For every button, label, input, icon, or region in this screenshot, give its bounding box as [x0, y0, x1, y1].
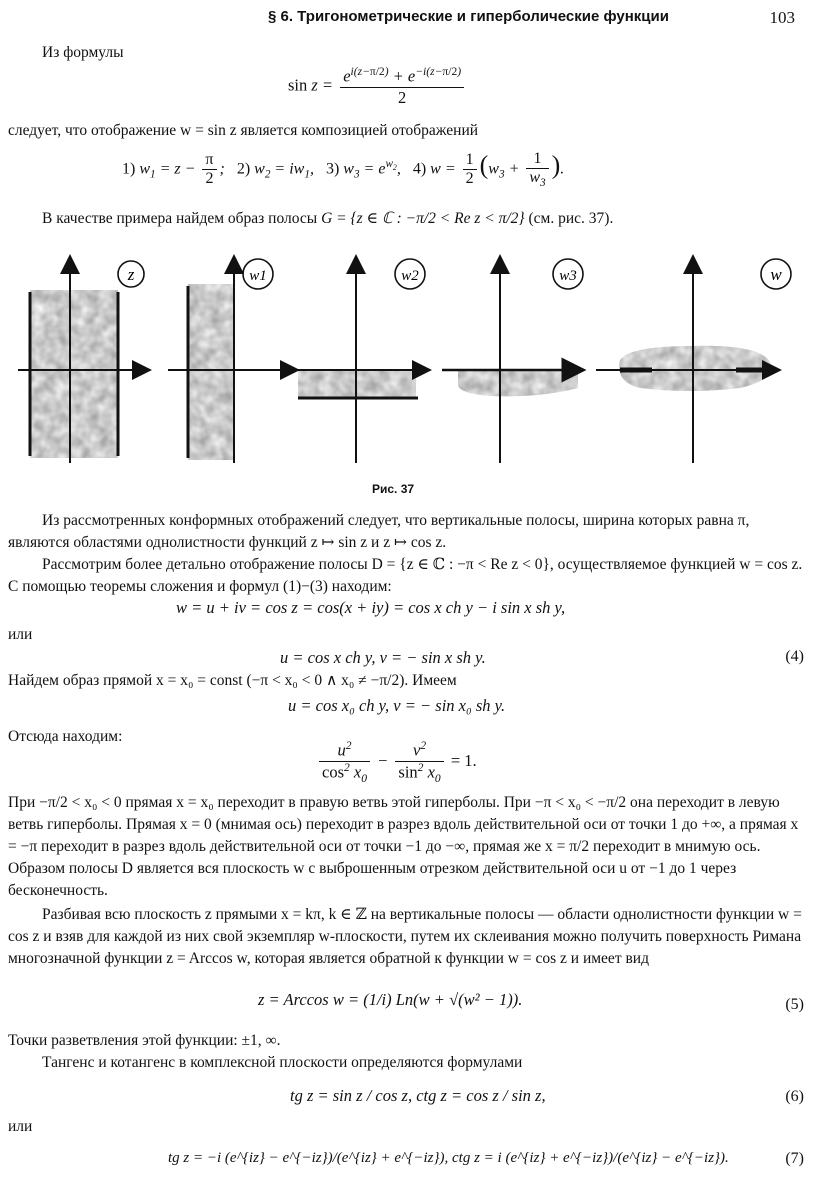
strip-z — [30, 290, 118, 458]
equation-cos: w = u + iv = cos z = cos(x + iy) = cos x ch y − i sin x sh y, — [176, 598, 566, 617]
follows-text: следует, что отображение w = sin z является композицией отображений — [8, 122, 479, 139]
region-w3 — [458, 371, 578, 396]
equation-5: z = Arccos w = (1/i) Ln(w + √(w² − 1)). — [258, 990, 523, 1009]
conformal-text: Из рассмотренных конформных отображений следует, что вертикальные полосы, ширина которых равна π, являются областями однолистности функций z ↦ sin z и z ↦ cos z. — [8, 512, 750, 551]
line-text: Найдем образ прямой x = x₀ = const (−π < x₀ < 0 ∧ x₀ ≠ −π/2). Имеем — [8, 672, 457, 689]
when-text: При −π/2 < x₀ < 0 прямая x = x₀ переходит в правую ветвь этой гиперболы. При −π < x₀ < −π/2 она переходит в левую ветвь гиперболы. Прямая x = 0 (мнимая ось) переходит в разрез вдоль действительной оси от точки 1 до +∞, а прямая x = −π переходит в разрез вдоль действительной оси от точки −1 до −∞, прямая же x = π/2 переходит в мнимую ось. Образом полосы D является вся плоскость w с выброшенным отрезком действительной оси u от −1 до 1 через бесконечность. — [8, 794, 799, 899]
equation-4-number: (4) — [785, 648, 804, 665]
equation-hyperbola: $\frac{u^2}{\cos^2 x_0}$ − $\frac{v^2}{\sin^2 x_0}$ = 1. — [316, 740, 477, 784]
panel-label-w3-text: w3 — [559, 268, 577, 284]
equation-sin: sin z = $\frac{e^{i(z-\pi/2)} + e^{-i(z-\pi/2)}}{2}$ — [288, 66, 467, 108]
equation-x0: u = cos x₀ ch y, v = − sin x₀ sh y. — [288, 696, 506, 715]
equation-6: tg z = sin z / cos z, ctg z = cos z / sin z, — [290, 1086, 546, 1105]
page-number: 103 — [769, 8, 795, 27]
consider-text: Рассмотрим более детально отображение полосы D = {z ∈ ℂ : −π < Re z < 0}, осуществляемое функцией w = cos z. С помощью теоремы сложения и формул (1)−(3) находим: — [8, 556, 803, 595]
hence-text: Отсюда находим: — [8, 728, 123, 745]
equation-7-number: (7) — [785, 1150, 804, 1167]
panel-label-w1-text: w1 — [249, 268, 267, 284]
panel-w — [596, 256, 791, 463]
panel-label-w2-text: w2 — [401, 268, 419, 284]
panel-label-w-text: w — [770, 265, 782, 284]
panel-w2 — [288, 256, 430, 463]
equation-5-number: (5) — [785, 996, 804, 1013]
equation-7: tg z = −i (e^{iz} − e^{−iz})/(e^{iz} + e^{−iz}), ctg z = i (e^{iz} + e^{−iz})/(e^{iz} − e^{−iz}). — [168, 1150, 729, 1166]
tangent-text: Тангенс и котангенс в комплексной плоскости определяются формулами — [42, 1054, 523, 1071]
equation-4: u = cos x ch y, v = − sin x sh y. — [280, 648, 486, 667]
equation-composition: 1) $w_1 = z$ − $\frac{\pi}{2}$ ; 2) $w_2 = iw_1$, 3) $w_3 = e^{w_2}$, 4) w = $\frac{1}{2}$ ($w_3$ + $\frac{1}{w_3}$ ). — [122, 150, 565, 190]
branch-text: Точки разветвления этой функции: ±1, ∞. — [8, 1032, 281, 1049]
equation-6-number: (6) — [785, 1088, 804, 1105]
panel-z — [18, 256, 150, 463]
or-text-2: или — [8, 1118, 33, 1135]
section-title: § 6. Тригонометрические и гиперболические функции — [268, 8, 669, 25]
intro-text: Из формулы — [42, 44, 124, 61]
or-text-1: или — [8, 626, 33, 643]
figure-caption: Рис. 37 — [372, 482, 415, 496]
panel-label-z-text: z — [127, 265, 135, 284]
running-header — [40, 8, 805, 32]
strip-w1 — [188, 284, 234, 460]
figure-37 — [0, 248, 818, 480]
split-text: Разбивая всю плоскость z прямыми x = kπ, k ∈ ℤ на вертикальные полосы — области однолистности функции w = cos z и взяв для каждой из них свой экземпляр w-плоскости, путем их склеивания можно получить поверхность Римана многозначной функции z = Arccos w, которая является обратной к функции w = cos z и имеет вид — [8, 906, 802, 967]
example-text: В качестве примера найдем образ полосы G = {z ∈ ℂ : −π/2 < Re z < π/2} (см. рис. 37). — [42, 210, 614, 227]
panel-w1 — [168, 256, 298, 463]
panel-w3 — [442, 256, 584, 463]
